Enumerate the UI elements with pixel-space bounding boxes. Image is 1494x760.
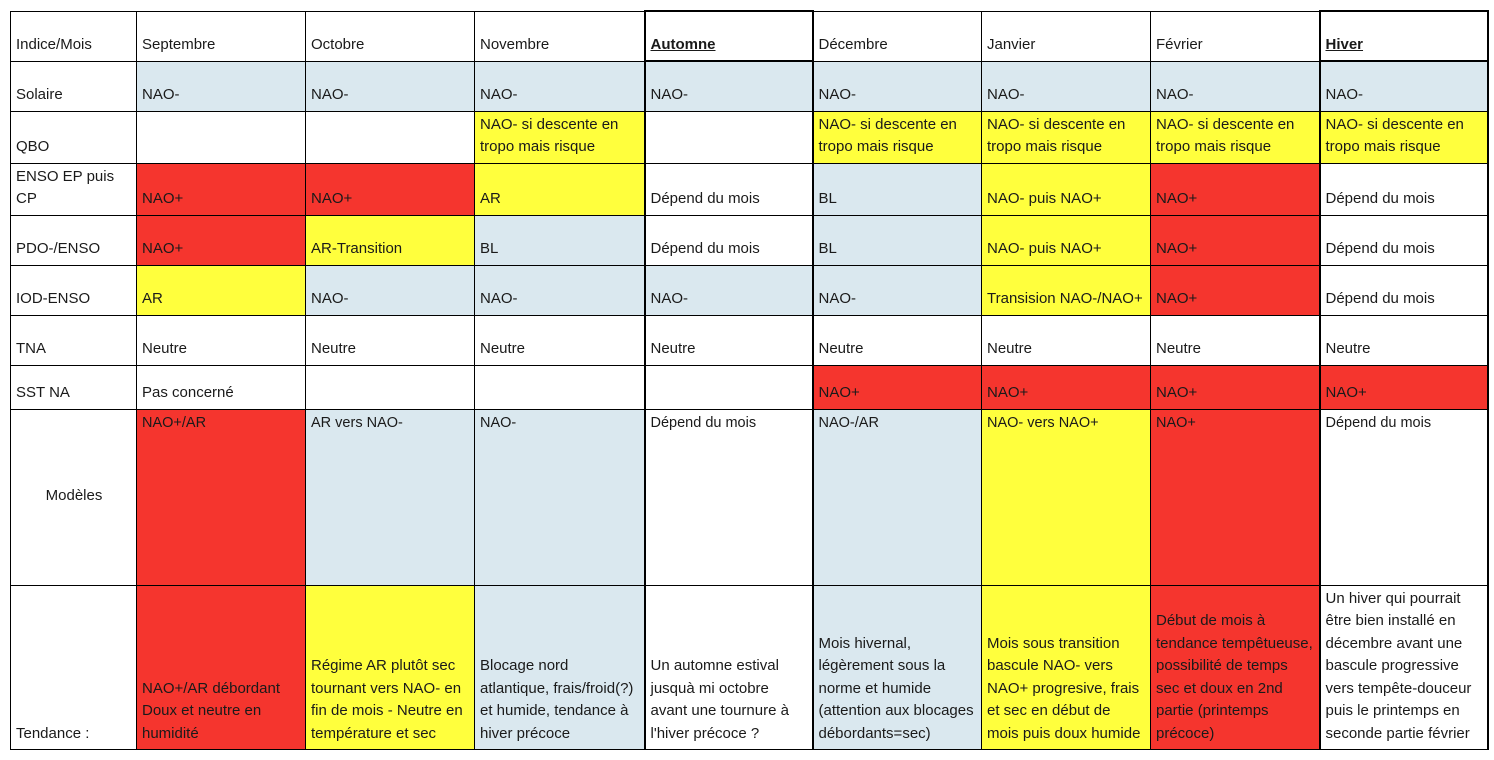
cell: NAO+ — [306, 163, 475, 215]
cell: NAO- si descente en tropo mais risque — [1320, 111, 1488, 163]
row-label: IOD-ENSO — [11, 265, 137, 315]
cell: BL — [475, 215, 645, 265]
column-header-octobre: Octobre — [306, 11, 475, 61]
cell: Régime AR plutôt sec tournant vers NAO- en fin de mois - Neutre en température et sec — [306, 585, 475, 750]
cell: NAO+ — [1151, 163, 1320, 215]
column-header-d-cembre: Décembre — [813, 11, 982, 61]
cell: Dépend du mois — [645, 409, 813, 585]
cell: Un hiver qui pourrait être bien installé en décembre avant une bascule progressive vers tempête-douceur puis le printemps en seconde partie février — [1320, 585, 1488, 750]
cell: AR — [137, 265, 306, 315]
cell: NAO- si descente en tropo mais risque — [982, 111, 1151, 163]
table-row — [11, 265, 1488, 315]
cell: Un automne estival jusquà mi octobre avant une tournure à l'hiver précoce ? — [645, 585, 813, 750]
cell: NAO- puis NAO+ — [982, 215, 1151, 265]
cell: NAO- si descente en tropo mais risque — [1151, 111, 1320, 163]
row-label: PDO-/ENSO — [11, 215, 137, 265]
cell: AR vers NAO- — [306, 409, 475, 585]
cell: NAO- — [306, 61, 475, 111]
cell: Dépend du mois — [645, 163, 813, 215]
cell: Dépend du mois — [645, 215, 813, 265]
cell: Début de mois à tendance tempêtueuse, possibilité de temps sec et doux en 2nd partie (printemps précoce) — [1151, 585, 1320, 750]
cell: Neutre — [982, 315, 1151, 365]
cell: NAO- si descente en tropo mais risque — [475, 111, 645, 163]
table-row — [11, 409, 1488, 585]
cell: Neutre — [645, 315, 813, 365]
cell: Blocage nord atlantique, frais/froid(?) et humide, tendance à hiver précoce — [475, 585, 645, 750]
cell: AR-Transition — [306, 215, 475, 265]
cell: BL — [813, 163, 982, 215]
column-header-janvier: Janvier — [982, 11, 1151, 61]
cell: Neutre — [137, 315, 306, 365]
cell: NAO- — [1320, 61, 1488, 111]
header-row — [11, 11, 1488, 61]
column-header-septembre: Septembre — [137, 11, 306, 61]
cell: BL — [813, 215, 982, 265]
table-row — [11, 215, 1488, 265]
cell — [645, 365, 813, 409]
column-header-automne: Automne — [645, 11, 813, 61]
cell — [306, 111, 475, 163]
indices-table — [10, 10, 1489, 750]
table-row — [11, 585, 1488, 750]
table-row — [11, 315, 1488, 365]
cell: NAO+/AR débordant Doux et neutre en humidité — [137, 585, 306, 750]
cell: Transision NAO-/NAO+ — [982, 265, 1151, 315]
cell: NAO+/AR — [137, 409, 306, 585]
cell: Dépend du mois — [1320, 409, 1488, 585]
cell — [645, 111, 813, 163]
cell: Neutre — [813, 315, 982, 365]
row-label: Solaire — [11, 61, 137, 111]
cell: NAO+ — [1151, 365, 1320, 409]
cell: NAO+ — [1151, 265, 1320, 315]
table-row — [11, 365, 1488, 409]
cell: NAO- si descente en tropo mais risque — [813, 111, 982, 163]
cell: NAO+ — [813, 365, 982, 409]
cell: NAO- — [475, 61, 645, 111]
cell: Dépend du mois — [1320, 163, 1488, 215]
row-label: QBO — [11, 111, 137, 163]
cell — [475, 365, 645, 409]
cell: AR — [475, 163, 645, 215]
table-row — [11, 163, 1488, 215]
cell: Dépend du mois — [1320, 215, 1488, 265]
cell: NAO- — [982, 61, 1151, 111]
cell: NAO- vers NAO+ — [982, 409, 1151, 585]
row-label: Tendance : — [11, 585, 137, 750]
cell: NAO- — [137, 61, 306, 111]
corner-header: Indice/Mois — [11, 11, 137, 61]
cell: NAO-/AR — [813, 409, 982, 585]
cell: NAO- — [475, 409, 645, 585]
cell: NAO- — [1151, 61, 1320, 111]
table-row — [11, 111, 1488, 163]
cell: NAO- — [813, 61, 982, 111]
cell: Neutre — [1320, 315, 1488, 365]
column-header-f-vrier: Février — [1151, 11, 1320, 61]
cell: NAO+ — [1151, 215, 1320, 265]
cell: NAO+ — [1320, 365, 1488, 409]
cell: Dépend du mois — [1320, 265, 1488, 315]
cell: NAO+ — [1151, 409, 1320, 585]
table-row — [11, 61, 1488, 111]
column-header-novembre: Novembre — [475, 11, 645, 61]
column-header-hiver: Hiver — [1320, 11, 1488, 61]
cell: Mois sous transition bascule NAO- vers NAO+ progresive, frais et sec en début de mois puis doux humide — [982, 585, 1151, 750]
row-label: ENSO EP puis CP — [11, 163, 137, 215]
cell: Neutre — [475, 315, 645, 365]
row-label: Modèles — [11, 409, 137, 585]
cell: Mois hivernal, légèrement sous la norme et humide (attention aux blocages débordants=sec) — [813, 585, 982, 750]
cell: NAO- — [306, 265, 475, 315]
cell — [137, 111, 306, 163]
cell: NAO- — [645, 61, 813, 111]
cell: NAO- — [813, 265, 982, 315]
cell: Neutre — [1151, 315, 1320, 365]
row-label: TNA — [11, 315, 137, 365]
cell: Pas concerné — [137, 365, 306, 409]
cell — [306, 365, 475, 409]
cell: NAO+ — [137, 163, 306, 215]
cell: NAO- — [645, 265, 813, 315]
cell: Neutre — [306, 315, 475, 365]
row-label: SST NA — [11, 365, 137, 409]
cell: NAO+ — [982, 365, 1151, 409]
cell: NAO+ — [137, 215, 306, 265]
cell: NAO- — [475, 265, 645, 315]
cell: NAO- puis NAO+ — [982, 163, 1151, 215]
